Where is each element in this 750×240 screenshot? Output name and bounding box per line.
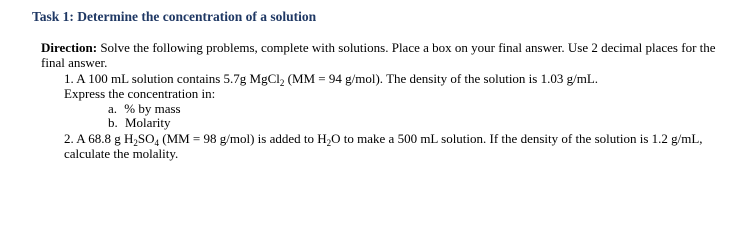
item-b-letter: b. xyxy=(108,115,118,130)
direction-line-1 xyxy=(41,40,716,55)
task-title: Task 1: Determine the concentration of a solution xyxy=(32,9,317,24)
problem-2-text-c: (MM = 98 g/mol) is added to H xyxy=(158,131,327,146)
problem-2-number: 2. xyxy=(64,131,74,146)
item-a-text: % by mass xyxy=(124,101,181,116)
problem-1-line-1 xyxy=(64,71,598,86)
problem-2-text-b: SO xyxy=(137,131,155,146)
problem-1-text-b: (MM = 94 g/mol). The density of the solution is 1.03 g/mL. xyxy=(284,71,599,86)
direction-line-2: final answer. xyxy=(41,55,108,70)
problem-1-subscript: 2 xyxy=(279,78,285,88)
problem-1-number: 1. xyxy=(64,71,74,86)
problem-1-item-b xyxy=(108,115,171,130)
problem-2-text-d: O to make a 500 mL solution. If the density of the solution is 1.2 g/mL, xyxy=(331,131,703,146)
direction-text: Solve the following problems, complete with solutions. Place a box on your final answer. Use 2 decimal places for the xyxy=(100,40,716,55)
direction-label: Direction: xyxy=(41,40,98,55)
problem-2-text-a: A 68.8 g H xyxy=(76,131,134,146)
problem-2-subscript-a: 2 xyxy=(133,138,138,148)
item-b-text: Molarity xyxy=(125,115,171,130)
problem-2-line-2: calculate the molality. xyxy=(64,146,179,161)
item-a-letter: a. xyxy=(108,101,118,116)
problem-1-text-a: A 100 mL solution contains 5.7g MgCl xyxy=(76,71,280,86)
problem-1-item-a xyxy=(108,101,181,116)
problem-1-line-2: Express the concentration in: xyxy=(64,86,216,101)
problem-2-subscript-b: 4 xyxy=(154,138,159,148)
problem-2-line-1 xyxy=(64,131,703,146)
problem-2-subscript-c: 2 xyxy=(326,138,332,148)
